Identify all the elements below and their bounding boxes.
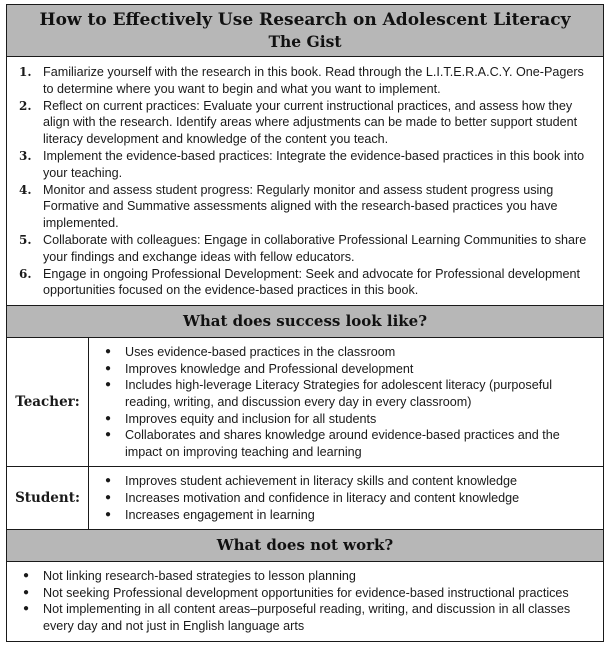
step-number: 6.	[19, 266, 32, 281]
list-item-text: Increases engagement in learning	[125, 507, 315, 522]
step-text: Monitor and assess student progress: Regularly monitor and assess student progress using Formative and Summative assessments aligned with the research-based practices you have implemented.	[43, 182, 558, 231]
steps-list	[7, 57, 603, 305]
bullet-icon: ●	[105, 362, 112, 374]
list-item	[23, 585, 599, 602]
bullet-icon: ●	[105, 491, 112, 503]
list-item-text: Includes high-leverage Literacy Strategies for adolescent literacy (purposeful reading, writing, and discussion every day in every classroom)	[125, 378, 553, 409]
step-item	[19, 182, 597, 232]
bullet-icon: ●	[105, 475, 112, 487]
bullet-icon: ●	[23, 603, 30, 615]
step-item	[19, 232, 597, 266]
step-item	[19, 98, 597, 148]
student-row	[7, 466, 603, 529]
step-number: 2.	[19, 98, 32, 113]
student-label: Student:	[7, 467, 89, 529]
step-number: 3.	[19, 148, 32, 163]
teacher-row	[7, 338, 603, 466]
step-item	[19, 266, 597, 300]
step-number: 4.	[19, 182, 32, 197]
step-number: 1.	[19, 65, 32, 79]
bullet-icon: ●	[105, 379, 112, 391]
step-number: 5.	[19, 232, 32, 247]
bullet-icon: ●	[105, 429, 112, 441]
not-work-heading: What does not work?	[7, 529, 603, 562]
list-item-text: Improves knowledge and Professional development	[125, 361, 414, 376]
bullet-icon: ●	[105, 508, 112, 520]
list-item-text: Not linking research-based strategies to lesson planning	[43, 569, 356, 584]
list-item-text: Increases motivation and confidence in literacy and content knowledge	[125, 490, 520, 505]
bullet-icon: ●	[23, 586, 30, 598]
list-item	[105, 361, 599, 378]
bullet-icon: ●	[105, 346, 112, 358]
not-work-section	[7, 562, 603, 641]
list-item	[105, 377, 599, 410]
bullet-icon: ●	[23, 570, 30, 582]
list-item-text: Improves equity and inclusion for all students	[125, 411, 377, 426]
step-item	[19, 64, 597, 98]
success-heading: What does success look like?	[7, 305, 603, 338]
step-text: Reflect on current practices: Evaluate your current instructional practices, and assess how they align with the research. Identify areas where adjustments can be made to better support student literacy development and knowledge of the content you teach.	[43, 98, 578, 147]
step-item	[19, 148, 597, 182]
step-text: Implement the evidence-based practices: Integrate the evidence-based practices in this book into your teaching.	[43, 148, 585, 180]
bullet-icon: ●	[105, 412, 112, 424]
list-item	[105, 473, 599, 490]
not-work-list	[7, 562, 603, 641]
step-text: Engage in ongoing Professional Development: Seek and advocate for Professional development opportunities focused on the evidence-based practices in this book.	[43, 266, 580, 298]
teacher-list	[89, 338, 603, 466]
list-item-text: Collaborates and shares knowledge around evidence-based practices and the impact on improving teaching and learning	[125, 428, 560, 459]
list-item	[105, 490, 599, 507]
list-item	[23, 601, 599, 634]
list-item-text: Not seeking Professional development opportunities for evidence-based instructional practices	[43, 585, 569, 600]
gist-document	[6, 4, 604, 642]
list-item-text: Uses evidence-based practices in the classroom	[125, 345, 396, 360]
page-subtitle: The Gist	[268, 32, 342, 51]
list-item	[105, 507, 599, 524]
step-text: Collaborate with colleagues: Engage in collaborative Professional Learning Communities to share your findings and exchange ideas with fellow educators.	[43, 232, 587, 264]
teacher-label: Teacher:	[7, 338, 89, 466]
list-item	[105, 344, 599, 361]
list-item	[105, 411, 599, 428]
step-text: Familiarize yourself with the research in this book. Read through the L.I.T.E.R.A.C.Y. One-Pagers to determine where you want to begin and what you want to implement.	[43, 65, 584, 96]
list-item	[23, 568, 599, 585]
list-item-text: Not implementing in all content areas–purposeful reading, writing, and discussion in all classes every day and not just in English language arts	[43, 602, 571, 633]
page-title: How to Effectively Use Research on Adolescent Literacy	[39, 10, 571, 30]
list-item	[105, 427, 599, 460]
title-header	[7, 5, 603, 57]
list-item-text: Improves student achievement in literacy skills and content knowledge	[125, 474, 518, 489]
student-list	[89, 467, 603, 529]
